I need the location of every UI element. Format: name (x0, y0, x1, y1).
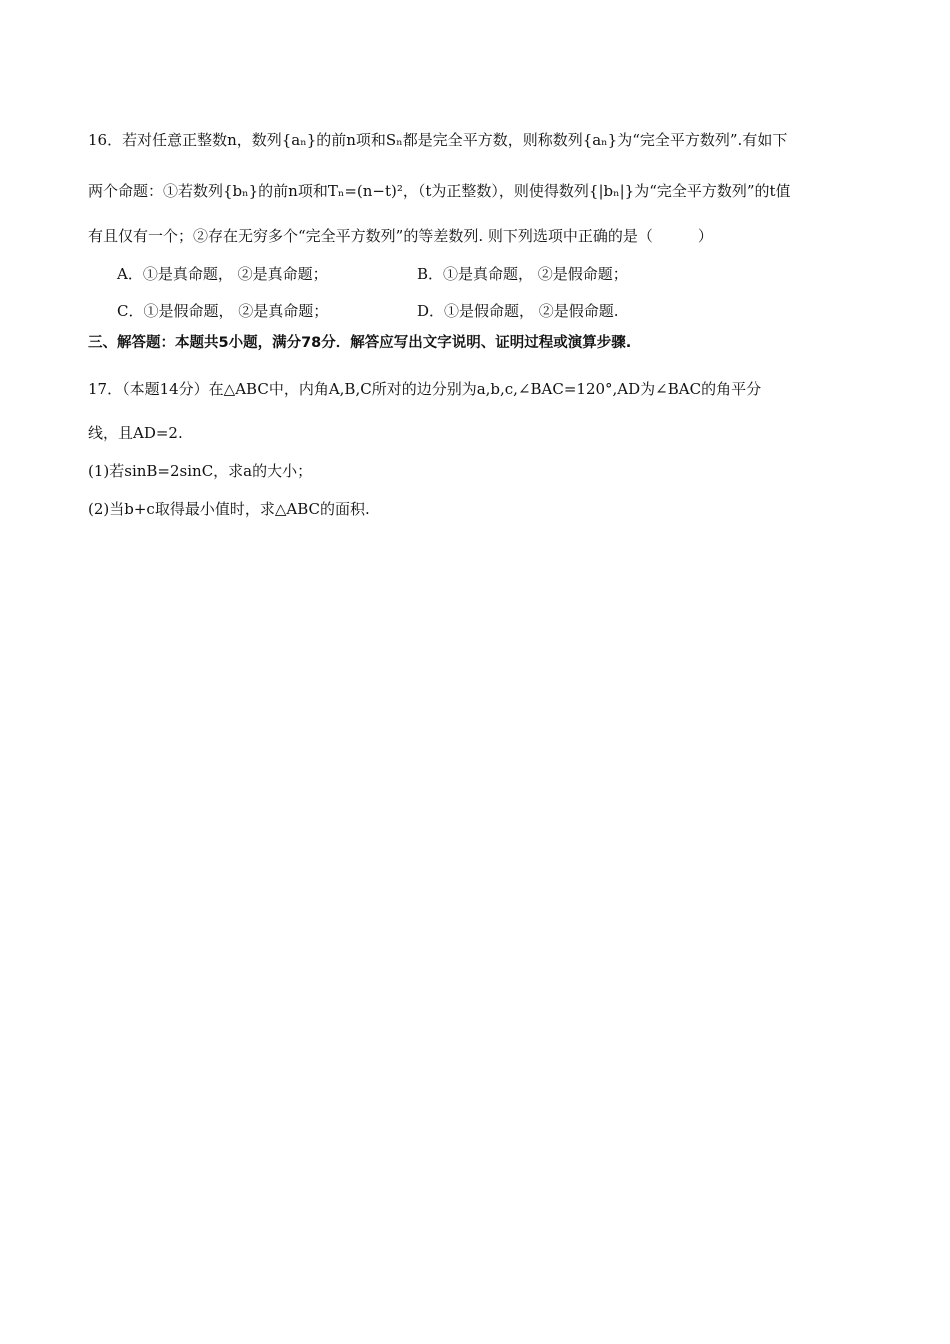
question-17-part-1: (1)若sinB=2sinC，求a的大小； (88, 462, 313, 480)
question-16-line-1: 16．若对任意正整数n，数列{aₙ}的前n项和Sₙ都是完全平方数，则称数列{aₙ}为“完全平方数列”.有如下 (88, 131, 788, 149)
option-c: C．①是假命题， ②是真命题； (117, 302, 329, 320)
question-17-line-2: 线，且AD=2. (88, 424, 183, 442)
option-a: A．①是真命题， ②是真命题； (117, 265, 328, 283)
question-16-line-2: 两个命题：①若数列{bₙ}的前n项和Tₙ=(n−t)²，（t为正整数），则使得数列{|bₙ|}为“完全平方数列”的t值 (88, 182, 791, 200)
question-17-line-1: 17．（本题14分）在△ABC中，内角A,B,C所对的边分别为a,b,c,∠BAC=120°,AD为∠BAC的角平分 (88, 380, 762, 398)
option-d: D．①是假命题， ②是假命题. (417, 302, 619, 320)
question-16-line-3: 有且仅有一个；②存在无穷多个“完全平方数列”的等差数列. 则下列选项中正确的是（ ） (88, 227, 713, 245)
question-17-part-2: (2)当b+c取得最小值时，求△ABC的面积. (88, 500, 370, 518)
option-b: B．①是真命题， ②是假命题； (417, 265, 628, 283)
section-3-heading: 三、解答题：本题共5小题，满分78分．解答应写出文字说明、证明过程或演算步骤. (88, 335, 632, 351)
